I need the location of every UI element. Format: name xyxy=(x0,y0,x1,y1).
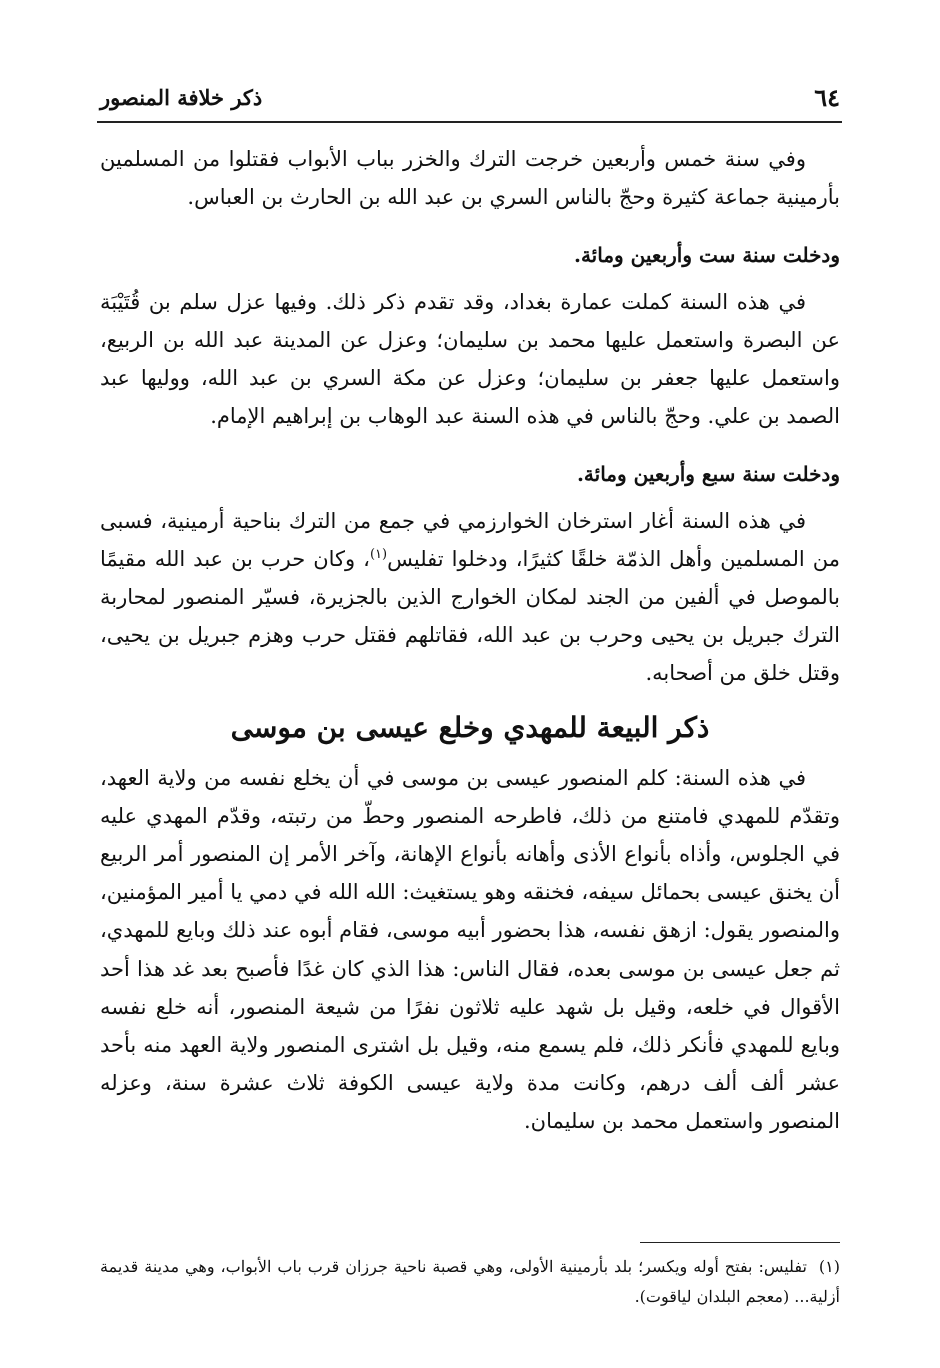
section-heading: ذكر البيعة للمهدي وخلع عيسى بن موسى xyxy=(230,710,710,744)
paragraph-year-145: وفي سنة خمس وأربعين خرجت الترك والخزر بباب الأبواب فقتلوا من المسلمين بأرمينية جماعة كثيرة وحجّ بالناس السري بن عبد الله بن الحارث بن العباس. xyxy=(100,147,840,210)
footnote-text: تفليس: بفتح أوله ويكسر؛ بلد بأرمينية الأولى، وهي قصبة ناحية جرزان قرب باب الأبواب، وهي مدينة قديمة أزلية... (معجم البلدان لياقوت). xyxy=(100,1257,840,1306)
spacer xyxy=(100,435,840,447)
main-text xyxy=(100,140,840,1141)
paragraph-bayah: في هذه السنة: كلم المنصور عيسى بن موسى في أن يخلع نفسه من ولاية العهد، وتقدّم للمهدي فامتنع من ذلك، فاطرحه المنصور وحطّ من رتبته، وقدّم المهدي عليه في الجلوس، وأذاه بأنواع الأذى وأهانه بأنواع الإهانة، وآخر الأمر إن المنصور أمر الربيع أن يخنق عيسى بحمائل سيفه، فخنقه وهو يستغيث: الله الله في دمي يا أمير المؤمنين، والمنصور يقول: ازهق نفسه، هذا بحضور أبيه موسى، فقام أبوه عند ذلك وبايع للمهدي، ثم جعل عيسى بن موسى بعده، فقال الناس: هذا الذي كان غدًا فأصبح بعد غد هذا أحد الأقوال في خلعه، وقيل بل شهد عليه ثلاثون نفرًا من شيعة المنصور، أنه خلع نفسه وبايع للمهدي فأنكر ذلك، فلم يسمع منه، وقيل بل اشترى المنصور ولاية العهد منه بأحد عشر ألف ألف درهم، وكانت مدة ولاية عيسى الكوفة ثلاث عشرة سنة، وعزله المنصور واستعمل محمد بن سليمان. xyxy=(100,765,840,1134)
spacer xyxy=(100,216,840,228)
header-rule xyxy=(97,121,842,123)
running-header xyxy=(100,80,840,114)
paragraph-year-146: في هذه السنة كملت عمارة بغداد، وقد تقدم ذكر ذلك. وفيها عزل سلم بن قُتَيْبَة عن البصرة واستعمل عليها محمد بن سليمان؛ وعزل عن المدينة عبد الله بن الربيع، واستعمل عليها جعفر بن سليمان؛ وعزل عن مكة السري بن عبد الله، ووليها عبد الصمد بن علي. وحجّ بالناس في هذه السنة عبد الوهاب بن إبراهيم الإمام. xyxy=(100,289,840,429)
paragraph-text: في هذه السنة أغار استرخان الخوارزمي في جمع من الترك بناحية أرمينية، فسبى من المسلمين وأهل الذمّة خلقًا كثيرًا، ودخلوا تفليس xyxy=(100,508,840,571)
footnotes xyxy=(100,1252,840,1312)
footnote-marker: (١) xyxy=(818,1257,840,1276)
footnote-reference: (١) xyxy=(369,546,388,562)
running-title: ذكر خلافة المنصور xyxy=(100,84,263,110)
year-heading-146: ودخلت سنة ست وأربعين ومائة. xyxy=(573,243,840,268)
footnote xyxy=(100,1252,840,1312)
paragraph-text: ، وكان حرب بن عبد الله مقيمًا بالموصل في ألفين من الجند لمكان الخوارج الذين بالجزيرة، فسيّر المنصور لمحاربة الترك جبريل بن يحيى وحرب بن عبد الله، فقاتلهم فقتل حرب وهزم جبريل بن يحيى، وقتل خلق من أصحابه. xyxy=(100,546,840,686)
year-heading-147: ودخلت سنة سبع وأربعين ومائة. xyxy=(576,462,840,487)
page-number: ٦٤ xyxy=(814,82,840,112)
footnote-rule xyxy=(640,1242,840,1243)
paragraph-year-147 xyxy=(100,502,840,693)
